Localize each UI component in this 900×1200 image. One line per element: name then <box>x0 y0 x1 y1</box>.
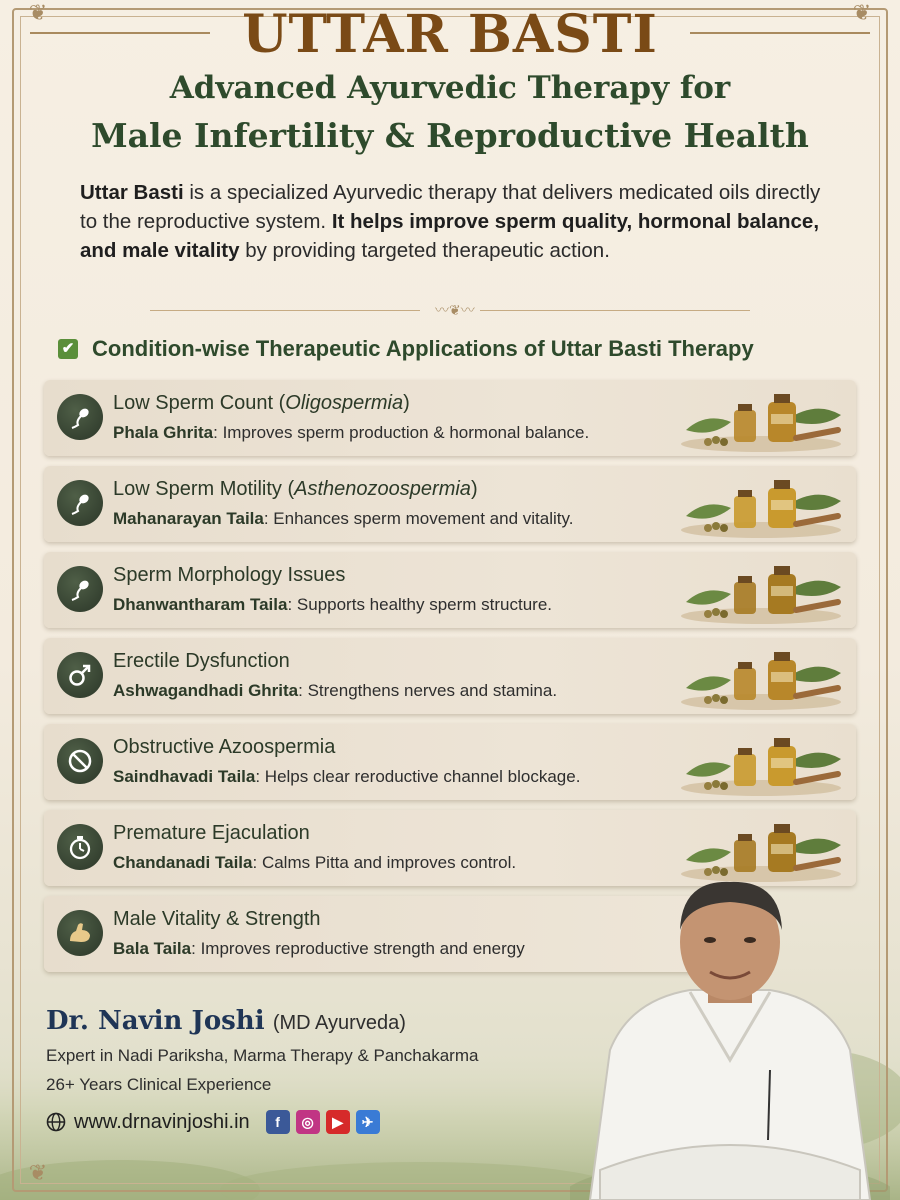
sperm-icon <box>57 480 103 526</box>
flexed-arm-icon <box>57 910 103 956</box>
condition-name: Sperm Morphology Issues <box>113 564 346 586</box>
condition-card <box>44 724 856 800</box>
doctor-expertise: Expert in Nadi Pariksha, Marma Therapy & Panchakarma <box>46 1046 479 1065</box>
condition-name: Erectile Dysfunction <box>113 650 290 672</box>
sperm-icon <box>57 394 103 440</box>
remedy-name: Ashwagandhadi Ghrita <box>113 681 299 700</box>
remedy-description: : Calms Pitta and improves control. <box>252 853 517 872</box>
condition-title <box>113 908 321 931</box>
blocked-icon <box>57 738 103 784</box>
condition-card <box>44 552 856 628</box>
doctor-experience: 26+ Years Clinical Experience <box>46 1075 272 1094</box>
condition-card <box>44 380 856 456</box>
contact-row <box>46 1110 380 1134</box>
divider-line <box>480 310 750 311</box>
remedy-description: : Helps clear reroductive channel blockage. <box>255 767 581 786</box>
divider-flourish-icon: 〰❦〰 <box>435 303 475 319</box>
divider-line <box>150 310 420 311</box>
condition-remedy <box>113 939 525 959</box>
sperm-icon <box>57 566 103 612</box>
doctor-portrait <box>570 870 890 1200</box>
male-symbol-icon <box>57 652 103 698</box>
condition-medical-term: Asthenozoospermia <box>294 478 471 500</box>
intro-paragraph <box>80 178 840 265</box>
condition-remedy <box>113 423 589 443</box>
globe-icon <box>46 1112 66 1132</box>
page-title: UTTAR BASTI <box>242 4 658 65</box>
instagram-icon[interactable]: ◎ <box>296 1110 320 1134</box>
social-links <box>266 1110 380 1134</box>
condition-title <box>113 564 345 587</box>
condition-title-end: ) <box>403 392 410 414</box>
remedy-description: : Improves reproductive strength and energy <box>191 939 525 958</box>
section-heading <box>58 334 754 364</box>
condition-remedy <box>113 681 557 701</box>
subtitle-line-2: Male Infertility & Reproductive Health <box>91 116 809 155</box>
youtube-icon[interactable]: ▶ <box>326 1110 350 1134</box>
remedy-name: Phala Ghrita <box>113 423 214 442</box>
subtitle-line-1: Advanced Ayurvedic Therapy for <box>169 70 731 106</box>
website-link[interactable]: www.drnavinjoshi.in <box>74 1110 250 1133</box>
checkmark-icon: ✔ <box>58 339 78 359</box>
condition-remedy <box>113 595 552 615</box>
intro-highlight-2: hormonal balance, and male vitality <box>80 210 820 262</box>
corner-ornament-icon: ❦ <box>852 1 872 26</box>
remedy-name: Dhanwantharam Taila <box>113 595 288 614</box>
doctor-name-text: Dr. Navin Joshi <box>46 1006 265 1036</box>
remedy-name: Chandanadi Taila <box>113 853 253 872</box>
intro-text-2: by providing targeted therapeutic action. <box>239 239 610 262</box>
remedy-description: : Improves sperm production & hormonal balance. <box>213 423 590 442</box>
remedy-description: : Strengthens nerves and stamina. <box>298 681 558 700</box>
ornamental-divider <box>150 305 750 317</box>
condition-remedy <box>113 509 573 529</box>
facebook-icon[interactable]: f <box>266 1110 290 1134</box>
condition-name: Premature Ejaculation <box>113 822 310 844</box>
doctor-degree: (MD Ayurveda) <box>272 1012 406 1034</box>
condition-name: Male Vitality & Strength <box>113 908 321 930</box>
herbal-ingredients-image <box>676 552 846 628</box>
corner-ornament-icon: ❦ <box>28 1161 48 1186</box>
remedy-name: Mahanarayan Taila <box>113 509 264 528</box>
condition-name: Low Sperm Count ( <box>113 392 286 414</box>
condition-card <box>44 638 856 714</box>
condition-title <box>113 736 335 759</box>
condition-remedy <box>113 767 580 787</box>
remedy-name: Bala Taila <box>113 939 192 958</box>
herbal-ingredients-image <box>676 724 846 800</box>
doctor-name <box>46 1006 406 1036</box>
herbal-ingredients-image <box>676 638 846 714</box>
remedy-name: Saindhavadi Taila <box>113 767 256 786</box>
condition-remedy <box>113 853 516 873</box>
condition-medical-term: Oligospermia <box>285 392 404 414</box>
condition-card <box>44 466 856 542</box>
corner-ornament-icon: ❦ <box>28 1 48 26</box>
condition-title-end: ) <box>470 478 478 500</box>
condition-title <box>113 822 310 845</box>
herbal-ingredients-image <box>676 380 846 456</box>
stopwatch-icon <box>57 824 103 870</box>
telegram-icon[interactable]: ✈ <box>356 1110 380 1134</box>
condition-title <box>113 650 290 673</box>
intro-highlight-1: It helps improve sperm quality, <box>331 210 633 233</box>
herbal-ingredients-image <box>676 466 846 542</box>
condition-title <box>113 478 478 501</box>
remedy-description: : Supports healthy sperm structure. <box>287 595 553 614</box>
condition-title <box>113 392 410 415</box>
condition-name: Low Sperm Motility ( <box>113 478 295 500</box>
section-heading-text: Condition-wise Therapeutic Applications of Uttar Basti Therapy <box>92 336 754 361</box>
condition-name: Obstructive Azoospermia <box>113 736 336 758</box>
intro-term: Uttar Basti <box>80 181 184 204</box>
intro-text-1: is a specialized Ayurvedic therapy that delivers medicated oils directly to the reproductive system. <box>80 181 821 233</box>
remedy-description: : Enhances sperm movement and vitality. <box>263 509 574 528</box>
